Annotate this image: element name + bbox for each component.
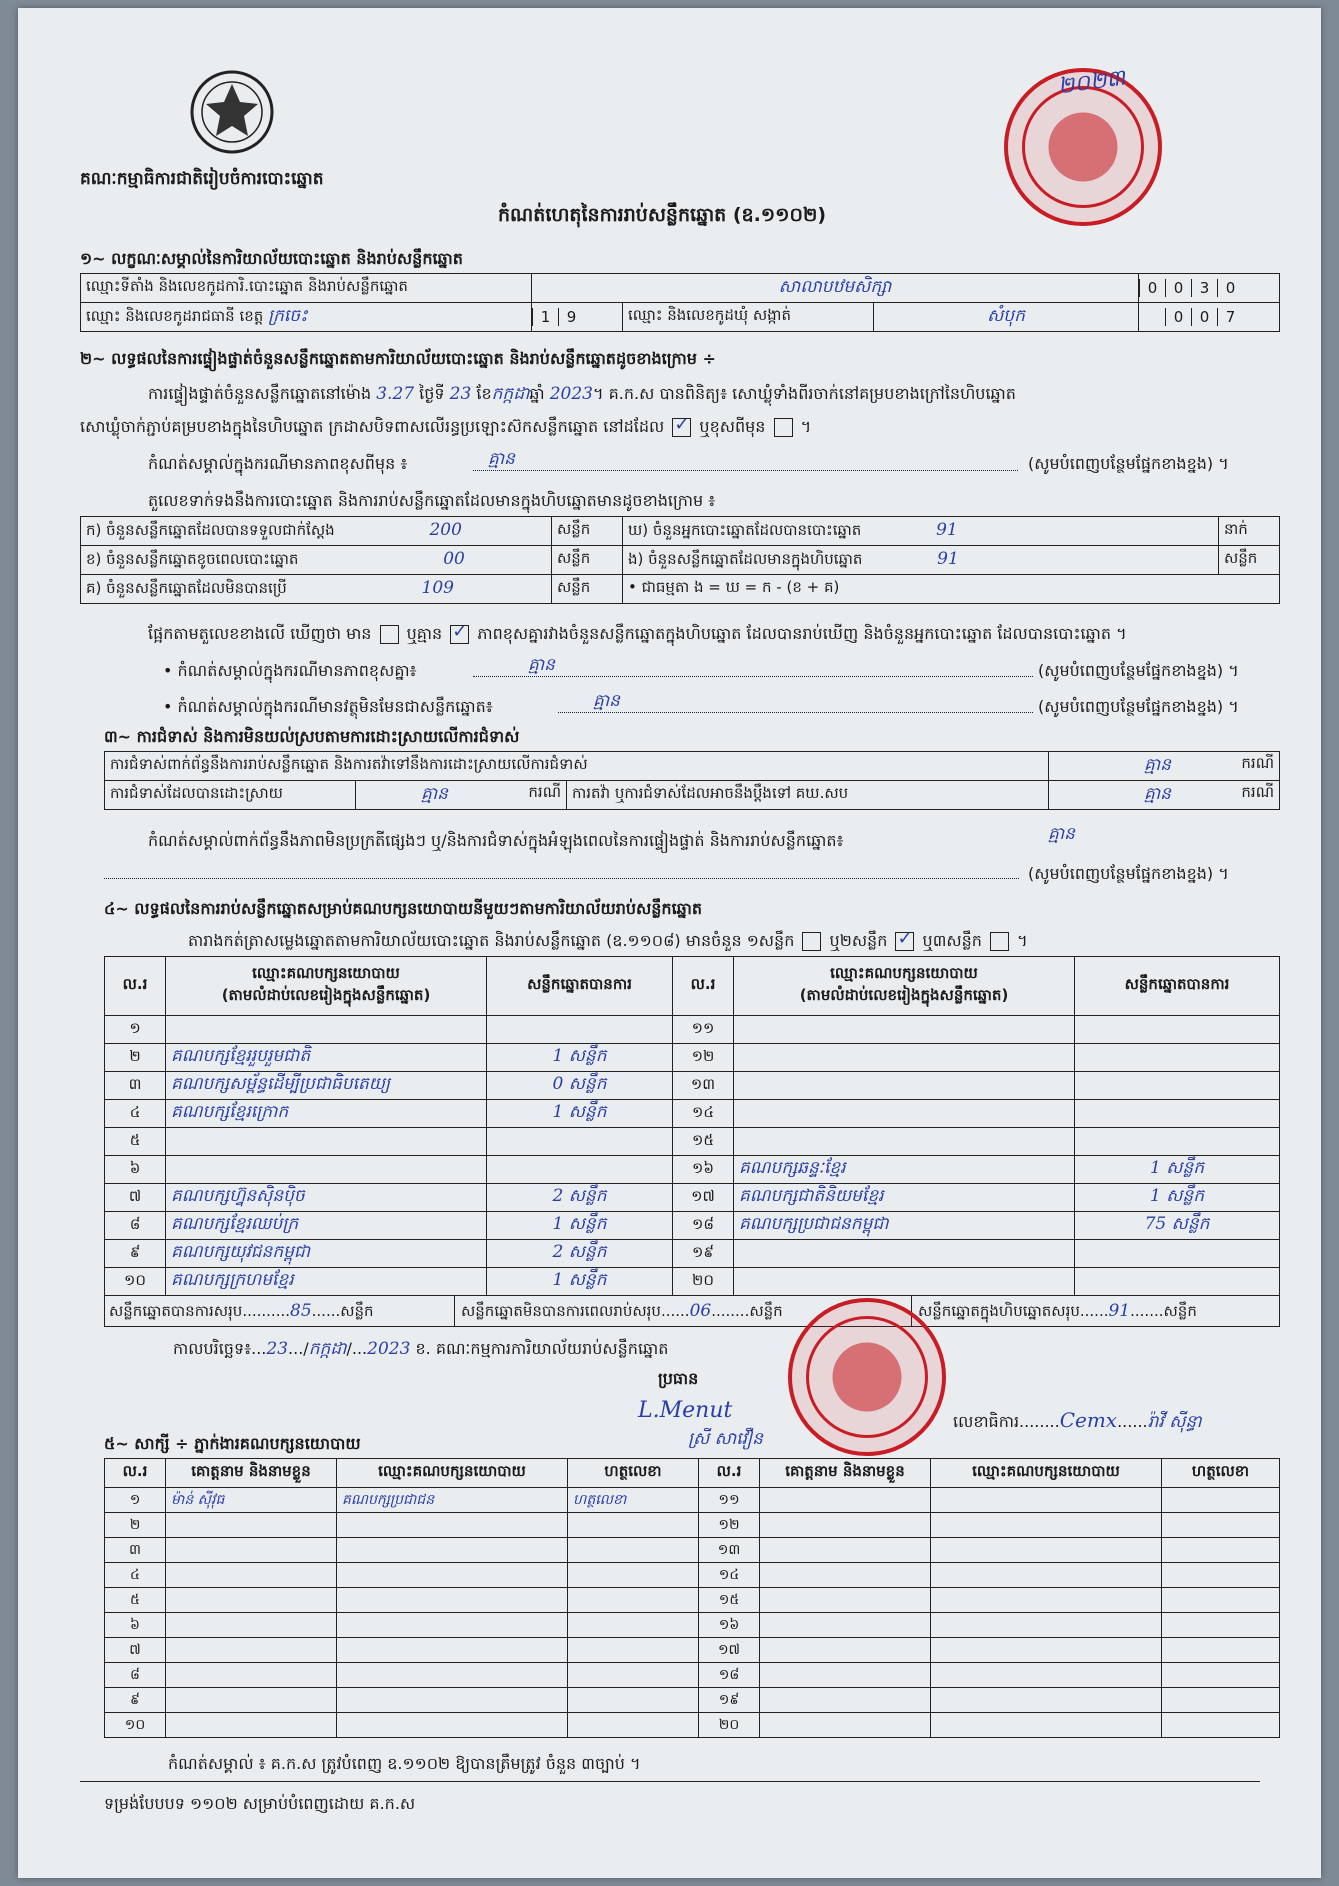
result-party: គណបក្សហ្វ៊ុនស៊ិនប៉ិច: [166, 1184, 487, 1212]
result-no: ១០: [105, 1268, 166, 1296]
witness-party: [931, 1613, 1162, 1638]
result-party: [734, 1072, 1075, 1100]
witness-no: ១៥: [699, 1588, 760, 1613]
result-votes: 1 សន្លឹក: [487, 1044, 673, 1072]
spoiled-count: 00: [443, 548, 465, 569]
result-party: [734, 1100, 1075, 1128]
result-party: [734, 1016, 1075, 1044]
result-votes: 1 សន្លឹក: [1075, 1184, 1280, 1212]
result-row: [105, 1128, 1280, 1156]
one-sheet-checkbox[interactable]: [802, 932, 821, 951]
witness-party: [931, 1513, 1162, 1538]
result-no: ៤: [105, 1100, 166, 1128]
total-invalid: សន្លឹកឆ្នោតមិនបានការពេលរាប់សរុប......06........សន្លឹក: [455, 1296, 912, 1326]
total-in-box: សន្លឹកឆ្នោតក្នុងហិបឆ្នោតសរុប......91.......សន្លឹក: [918, 1301, 1197, 1321]
witness-signature: [568, 1638, 699, 1663]
result-votes: [1075, 1240, 1280, 1268]
witness-row: [105, 1663, 1280, 1688]
received-count: 200: [429, 519, 462, 540]
difference-note-label: • កំណត់សម្គាល់ក្នុងករណីមានភាពខុសគ្នា៖: [163, 661, 417, 680]
witness-no: ២០: [699, 1713, 760, 1738]
witness-name: [166, 1513, 337, 1538]
result-no: ២០: [673, 1268, 734, 1296]
witness-row: [105, 1538, 1280, 1563]
witness-no: ១០: [105, 1713, 166, 1738]
org-name: គណៈកម្មាធិការជាតិរៀបចំការបោះឆ្នោត: [80, 169, 324, 189]
seal-condition: សោឃ្លុំចាក់ភ្ជាប់គម្របខាងក្នុងនៃហិបឆ្នោត ក្រដាសបិទពាសលើរន្ធប្រឡោះស៊កសន្លឹកឆ្នោត នៅដដែល ✓ ឬខុសពីមុន ។: [80, 416, 811, 440]
result-votes: [1075, 1016, 1280, 1044]
witness-signature: [568, 1563, 699, 1588]
witness-no: ៣: [105, 1538, 166, 1563]
result-party: គណបក្សខ្មែរក្រោក: [166, 1100, 487, 1128]
objections-table: ការជំទាស់ពាក់ព័ន្ធនឹងការរាប់សន្លឹកឆ្នោត និងការតវ៉ាទៅនឹងការដោះស្រាយលើការជំទាស់ គ្មាន ករណី ការជំទាស់ដែលបានដោះស្រាយ គ្មាន ករណី ការតវ៉ា ឬការជំទាស់ដែលអាចនឹងប្តឹងទៅ គឃ.សប គ្មាន ករណី: [104, 751, 1280, 810]
two-sheet-checkbox[interactable]: [895, 932, 914, 951]
section-4-heading: ៤~ លទ្ធផលនៃការរាប់សន្លឹកឆ្នោតសម្រាប់គណបក្សនយោបាយនីមួយៗតាមការិយាល័យរាប់សន្លឹកឆ្នោត: [104, 899, 703, 918]
result-row: [105, 1184, 1280, 1212]
witness-no: ២: [105, 1513, 166, 1538]
province-code: 1 9: [532, 303, 623, 332]
station-label: ឈ្មោះទីតាំង និងលេខកូដការិ.បោះឆ្នោត និងរាប់សន្លឹកឆ្នោត: [81, 274, 532, 303]
witness-party: [337, 1688, 568, 1713]
result-party: [166, 1128, 487, 1156]
result-votes: [1075, 1044, 1280, 1072]
result-votes: [1075, 1268, 1280, 1296]
form-title: កំណត់ហេតុនៃការរាប់សន្លឹកឆ្នោត (ឧ.១១០២): [498, 204, 827, 226]
result-party: គណបក្សជាតិនិយមខ្មែរ: [734, 1184, 1075, 1212]
foreign-object-value: គ្មាន: [593, 691, 620, 711]
witness-row: [105, 1488, 1280, 1513]
change-note-label: កំណត់សម្គាល់ក្នុងករណីមានភាពខុសពីមុន ៖: [148, 454, 408, 473]
witness-name: [760, 1663, 931, 1688]
witness-signature: [1162, 1638, 1280, 1663]
result-party: គណបក្សឆន្ទៈខ្មែរ: [734, 1156, 1075, 1184]
witness-signature: [1162, 1563, 1280, 1588]
witness-name: [760, 1588, 931, 1613]
witness-party: [337, 1663, 568, 1688]
witness-party: [337, 1588, 568, 1613]
witness-no: ១៦: [699, 1613, 760, 1638]
witness-signature: [568, 1713, 699, 1738]
objections-value: គ្មាន: [1144, 754, 1171, 775]
result-no: ៣: [105, 1072, 166, 1100]
result-party: [734, 1240, 1075, 1268]
result-votes: 1 សន្លឹក: [1075, 1156, 1280, 1184]
witness-no: ១៧: [699, 1638, 760, 1663]
witness-signature: [1162, 1588, 1280, 1613]
form-footer: ទម្រង់បែបបទ ១១០២ សម្រាប់បំពេញដោយ គ.ក.ស: [104, 1794, 416, 1813]
witness-signature: [1162, 1713, 1280, 1738]
chair-name: ស្រី សាវឿន: [688, 1429, 763, 1449]
witness-name: [760, 1688, 931, 1713]
result-no: ១៨: [673, 1212, 734, 1240]
result-votes: 1 សន្លឹក: [487, 1268, 673, 1296]
section-2-heading: ២~ លទ្ធផលនៃការផ្ទៀងផ្ទាត់ចំនួនសន្លឹកឆ្នោតតាមការិយាល័យបោះឆ្នោត និងរាប់សន្លឹកឆ្នោតដូចខាងក្រោម ÷: [80, 349, 716, 368]
witness-party: [337, 1613, 568, 1638]
result-no: ២: [105, 1044, 166, 1072]
result-no: ១៤: [673, 1100, 734, 1128]
result-party: [166, 1016, 487, 1044]
result-party: គណបក្សខ្មែរឈប់ក្រ: [166, 1212, 487, 1240]
witness-name: [760, 1713, 931, 1738]
result-party: គណបក្សប្រជាជនកម្ពុជា: [734, 1212, 1075, 1240]
ballot-count-table: ក) ចំនួនសន្លឹកឆ្នោតដែលបានទទួលជាក់ស្តែង 200 សន្លឹក ឃ) ចំនួនអ្នកបោះឆ្នោតដែលបានបោះឆ្នោត 91 នាក់ ខ) ចំនួនសន្លឹកឆ្នោតខូចពេលបោះឆ្នោត 00 សន្លឹក ង) ចំនួនសន្លឹកឆ្នោតដែលមានក្នុងហិបឆ្នោត 91 សន្លឹក គ) ចំនួនសន្លឹកឆ្នោតដែលមិនបានប្រើ 109 សន្លឹក • ជាធម្មតា ង = ឃ = ក - (ខ + គ): [80, 516, 1280, 604]
witness-row: [105, 1638, 1280, 1663]
irregularities-value: គ្មាន: [1048, 824, 1075, 844]
witness-row: [105, 1713, 1280, 1738]
result-no: ១៧: [673, 1184, 734, 1212]
result-row: [105, 1212, 1280, 1240]
witness-name: [760, 1538, 931, 1563]
witness-name: [760, 1563, 931, 1588]
result-votes: [487, 1156, 673, 1184]
witness-party: [931, 1588, 1162, 1613]
witness-party: [337, 1538, 568, 1563]
witness-no: ៨: [105, 1663, 166, 1688]
witness-row: [105, 1613, 1280, 1638]
result-no: ១៣: [673, 1072, 734, 1100]
witness-signature: [1162, 1663, 1280, 1688]
result-no: ១១: [673, 1016, 734, 1044]
witness-signature: [568, 1513, 699, 1538]
witness-signature: [568, 1663, 699, 1688]
result-party: [166, 1156, 487, 1184]
witness-party: [337, 1638, 568, 1663]
witness-row: [105, 1588, 1280, 1613]
no-difference-checkbox[interactable]: [450, 625, 469, 644]
result-votes: [1075, 1072, 1280, 1100]
result-no: ១៩: [673, 1240, 734, 1268]
section-3-heading: ៣~ ការជំទាស់ និងការមិនយល់ស្របតាមការដោះស្រាយលើការជំទាស់: [104, 727, 520, 746]
figures-intro: តួលេខទាក់ទងនឹងការបោះឆ្នោត និងការរាប់សន្លឹកឆ្នោតដែលមានក្នុងហិបឆ្នោតមានដូចខាងក្រោម ៖: [148, 491, 716, 510]
result-no: ១២: [673, 1044, 734, 1072]
witness-no: ១២: [699, 1513, 760, 1538]
three-sheet-checkbox[interactable]: [990, 932, 1009, 951]
witness-name: [166, 1588, 337, 1613]
witness-party: [931, 1538, 1162, 1563]
stamp-handwriting: ២០២៣: [1056, 65, 1127, 100]
commune-value: សំបុក: [874, 303, 1139, 332]
result-votes: [1075, 1128, 1280, 1156]
witness-name: ម៉ាន់ ស៊ីវុធ: [166, 1488, 337, 1513]
station-info-table: [80, 273, 1280, 332]
change-note-value: គ្មាន: [488, 449, 515, 469]
total-valid: សន្លឹកឆ្នោតបានការសរុប..........85......សន្លឹក: [105, 1296, 455, 1326]
party-results-table: ល.រ ឈ្មោះគណបក្សនយោបាយ (តាមលំដាប់លេខរៀងក្នុងសន្លឹកឆ្នោត) សន្លឹកឆ្នោតបានការ ល.រ ឈ្មោះគណបក្សនយោបាយ (តាមលំដាប់លេខរៀងក្នុងសន្លឹកឆ្នោត) សន្លឹកឆ្នោតបានការ ១ ១១ ២ គណបក្សខ្មែររួបរួមជាតិ 1 សន្លឹក ១២ ៣ គណបក្សសម្ព័ន្ធដើម្បីប្រជាធិបតេយ្យ 0 សន្លឹក ១៣ ៤ គណបក្សខ្មែរក្រោក 1 សន្លឹក ១៤ ៥ ១៥ ៦ ១៦ គណបក្សឆន្ទៈខ្មែរ 1 សន្លឹក ៧ គណបក្សហ្វ៊ុនស៊ិនប៉ិច 2 សន្លឹក ១៧ គណបក្សជាតិនិយមខ្មែរ 1 សន្លឹក ៨ គណបក្សខ្មែរឈប់ក្រ 1 សន្លឹក ១៨ គណបក្សប្រជាជនកម្ពុជា 75 សន្លឹក ៩ គណបក្សយុវជនកម្ពុជា 2 សន្លឹក ១៩ ១០ គណបក្សក្រហមខ្មែរ 1 សន្លឹក ២០ សន្លឹកឆ្នោតបានការសរុប..........85......សន្លឹក សន្លឹកឆ្នោតមិនបានការពេលរាប់សរុប......06........សន្លឹក សន្លឹកឆ្នោតក្នុងហិបឆ្នោតសរុប......91.......សន្លឹក: [104, 956, 1280, 1327]
result-votes: 1 សន្លឹក: [487, 1212, 673, 1240]
difference-note-value: គ្មាន: [528, 655, 555, 675]
result-votes: 75 សន្លឹក: [1075, 1212, 1280, 1240]
witness-signature: [568, 1688, 699, 1713]
witness-signature: [568, 1588, 699, 1613]
result-votes: [1075, 1100, 1280, 1128]
chair-signature: L.Menut: [638, 1398, 733, 1423]
unchanged-checkbox[interactable]: [672, 418, 691, 437]
result-row: [105, 1100, 1280, 1128]
witness-name: [166, 1613, 337, 1638]
result-party: [734, 1268, 1075, 1296]
result-no: ៦: [105, 1156, 166, 1184]
section-1-heading: ១~ លក្ខណៈសម្គាល់នៃការិយាល័យបោះឆ្នោត និងរាប់សន្លឹកឆ្នោត: [80, 249, 463, 268]
result-party: [734, 1044, 1075, 1072]
result-row: [105, 1044, 1280, 1072]
witness-name: [166, 1638, 337, 1663]
witness-row: [105, 1513, 1280, 1538]
witness-table: ល.រ គោត្តនាម និងនាមខ្លួន ឈ្មោះគណបក្សនយោបាយ ហត្ថលេខា ល.រ គោត្តនាម និងនាមខ្លួន ឈ្មោះគណបក្សនយោបាយ ហត្ថលេខា ១ ម៉ាន់ ស៊ីវុធ គណបក្សប្រជាជន ហត្ថលេខា ១១ ២ ១២ ៣ ១៣ ៤ ១៤ ៥ ១៥ ៦ ១៦ ៧ ១៧ ៨ ១៨ ៩ ១៩ ១០ ២០: [104, 1458, 1280, 1738]
section-5-heading: ៥~ សាក្សី ÷ ភ្នាក់ងារគណបក្សនយោបាយ: [104, 1434, 361, 1453]
witness-name: [166, 1663, 337, 1688]
formula: • ជាធម្មតា ង = ឃ = ក - (ខ + គ): [623, 575, 1280, 604]
form-sheet: គណៈកម្មាធិការជាតិរៀបចំការបោះឆ្នោត កំណត់ហេតុនៃការរាប់សន្លឹកឆ្នោត (ឧ.១១០២) ២០២៣ ១~ លក្ខណៈសម្គាល់នៃការិយាល័យបោះឆ្នោត និងរាប់សន្លឹកឆ្នោត ឈ្មោះទីតាំង និងលេខកូដការិ.បោះឆ្នោត និងរាប់សន្លឹកឆ្នោត សាលាបឋមសិក្សា 0 0 3 0 ឈ្មោះ និងលេខកូដរាជធានី ខេត្ត ក្រចេះ 1 9 ឈ្មោះ និងលេខកូដឃុំ សង្កាត់ សំបុក 0 0 7 ២~ លទ្ធផលនៃការផ្ទៀងផ្ទាត់ចំនួនសន្លឹកឆ្នោតតាមការិយាល័យបោះឆ្នោត និងរាប់សន្លឹកឆ្នោតដូចខាងក្រោម ÷ ការផ្ទៀងផ្ទាត់ចំនួនសន្លឹកឆ្នោតនៅម៉ោង 3.27 ថ្ងៃទី 23 ខែកក្កដាឆ្នាំ 2023។ គ.ក.ស បានពិនិត្យ៖ សោឃ្លុំទាំងពីរចាក់នៅគម្របខាងក្រៅនៃហិបឆ្នោត សោឃ្លុំចាក់ភ្ជាប់គម្របខាងក្នុងនៃហិបឆ្នោត ក្រដាសបិទពាសលើរន្ធប្រឡោះស៊កសន្លឹកឆ្នោត នៅដដែល ✓ ឬខុសពីមុន ។ កំណត់សម្គាល់ក្នុងករណីមានភាពខុសពីមុន ៖ គ្មាន (សូមបំពេញបន្ថែមផ្នែកខាងខ្នង) ។ តួលេខទាក់ទងនឹងការបោះឆ្នោត និងការរាប់សន្លឹកឆ្នោតដែលមានក្នុងហិបឆ្នោតមានដូចខាងក្រោម ៖ ក) ចំនួនសន្លឹកឆ្នោតដែលបានទទួលជាក់ស្តែង 200 សន្លឹក ឃ) ចំនួនអ្នកបោះឆ្នោតដែលបានបោះឆ្នោត 91 នាក់ ខ) ចំនួនសន្លឹកឆ្នោតខូចពេលបោះឆ្នោត 00 សន្លឹក ង) ចំនួនសន្លឹកឆ្នោតដែលមានក្នុងហិបឆ្នោត 91 សន្លឹក គ) ចំនួនសន្លឹកឆ្នោតដែលមិនបានប្រើ 109 សន្លឹក • ជាធម្មតា ង = ឃ = ក - (ខ + គ) ផ្អែកតាមតួលេខខាងលើ ឃើញថា មាន ឬគ្មាន ✓ ភាពខុសគ្នារវាងចំនួនសន្លឹកឆ្នោតក្នុងហិបឆ្នោត ដែលបានរាប់ឃើញ និងចំនួនអ្នកបោះឆ្នោត ដែលបានបោះឆ្នោត ។ • កំណត់សម្គាល់ក្នុងករណីមានភាពខុសគ្នា៖ គ្មាន (សូមបំពេញបន្ថែមផ្នែកខាងខ្នង) ។ • កំណត់សម្គាល់ក្នុងករណីមានវត្ថុមិនមែនជាសន្លឹកឆ្នោត៖ គ្មាន (សូមបំពេញបន្ថែមផ្នែកខាងខ្នង) ។ ៣~ ការជំទាស់ និងការមិនយល់ស្របតាមការដោះស្រាយលើការជំទាស់ ការជំទាស់ពាក់ព័ន្ធនឹងការរាប់សន្លឹកឆ្នោត និងការតវ៉ាទៅនឹងការដោះស្រាយលើការជំទាស់ គ្មាន ករណី ការជំទាស់ដែលបានដោះស្រាយ គ្មាន ករណី ការតវ៉ា ឬការជំទាស់ដែលអាចនឹងប្តឹងទៅ គឃ.សប គ្មាន ករណី កំណត់សម្គាល់ពាក់ព័ន្ធនឹងភាពមិនប្រក្រតីផ្សេងៗ ឬ/និងការជំទាស់ក្នុងអំឡុងពេលនៃការផ្ទៀងផ្ទាត់ និងការរាប់សន្លឹកឆ្នោត៖ គ្មាន (សូមបំពេញបន្ថែមផ្នែកខាងខ្នង) ។ ៤~ លទ្ធផលនៃការរាប់សន្លឹកឆ្នោតសម្រាប់គណបក្សនយោបាយនីមួយៗតាមការិយាល័យរាប់សន្លឹកឆ្នោត តារាងកត់ត្រាសម្លេងឆ្នោតតាមការិយាល័យបោះឆ្នោត និងរាប់សន្លឹកឆ្នោត (ឧ.១១០៨) មានចំនួន ១សន្លឹក ឬ២សន្លឹក ✓ ឬ៣សន្លឹក ។ ល.រ ឈ្មោះគណបក្សនយោបាយ (តាមលំដាប់លេខរៀងក្នុងសន្លឹកឆ្នោត) សន្លឹកឆ្នោតបានការ ល.រ ឈ្មោះគណបក្សនយោបាយ (តាមលំដាប់លេខរៀងក្នុងសន្លឹកឆ្នោត) សន្លឹកឆ្នោតបានការ ១ ១១ ២ គណបក្សខ្មែររួបរួមជាតិ 1 សន្លឹក ១២ ៣ គណបក្សសម្ព័ន្ធដើម្បីប្រជាធិបតេយ្យ 0 សន្លឹក ១៣ ៤ គណបក្សខ្មែរក្រោក 1 សន្លឹក ១៤ ៥ ១៥ ៦ ១៦ គណបក្សឆន្ទៈខ្មែរ 1 សន្លឹក ៧ គណបក្សហ្វ៊ុនស៊ិនប៉ិច 2 សន្លឹក ១៧ គណបក្សជាតិនិយមខ្មែរ 1 សន្លឹក ៨ គណបក្សខ្មែរឈប់ក្រ 1 សន្លឹក ១៨ គណបក្សប្រជាជនកម្ពុជា 75 សន្លឹក ៩ គណបក្សយុវជនកម្ពុជា 2 សន្លឹក ១៩ ១០ គណបក្សក្រហមខ្មែរ 1 សន្លឹក ២០ សន្លឹកឆ្នោតបានការសរុប..........85......សន្លឹក សន្លឹកឆ្នោតមិនបានការពេលរាប់សរុប......06........សន្លឹក សន្លឹកឆ្នោតក្នុងហិបឆ្នោតសរុប......91.......សន្លឹក កាលបរិច្ឆេទ៖...23.../កក្កដា/...2023 ខ. គណៈកម្មការការិយាល័យរាប់សន្លឹកឆ្នោត ប្រធាន L.Menut ស្រី សាវឿន លេខាធិការ........Cemx......រ៉ាវី ស៊ីន្ធា ៥~ សាក្សី ÷ ភ្នាក់ងារគណបក្សនយោបាយ ល.រ គោត្តនាម និងនាមខ្លួន ឈ្មោះគណបក្សនយោបាយ ហត្ថលេខា ល.រ គោត្តនាម និងនាមខ្លួន ឈ្មោះគណបក្សនយោបាយ ហត្ថលេខា ១ ម៉ាន់ ស៊ីវុធ គណបក្សប្រជាជន ហត្ថលេខា ១១ ២ ១២ ៣ ១៣ ៤ ១៤ ៥ ១៥ ៦ ១៦ ៧ ១៧ ៨ ១៨ ៩ ១៩ ១០ ២០ កំណត់សម្គាល់ ៖ គ.ក.ស ត្រូវបំពេញ ឧ.១១០២ ឱ្យបានត្រឹមត្រូវ ចំនួន ៣ច្បាប់ ។ ទម្រង់បែបបទ ១១០២ សម្រាប់បំពេញដោយ គ.ក.ស: [18, 8, 1321, 1878]
box-count: 91: [937, 548, 959, 569]
unused-count: 109: [421, 577, 454, 598]
result-no: ៩: [105, 1240, 166, 1268]
witness-party: [931, 1638, 1162, 1663]
copies-note: កំណត់សម្គាល់ ៖ គ.ក.ស ត្រូវបំពេញ ឧ.១១០២ ឱ្យបានត្រឹមត្រូវ ចំនួន ៣ច្បាប់ ។: [168, 1754, 641, 1773]
witness-no: ៥: [105, 1588, 166, 1613]
witness-no: ១៨: [699, 1663, 760, 1688]
chair-label: ប្រធាន: [658, 1369, 699, 1388]
witness-no: ៦: [105, 1613, 166, 1638]
result-party: គណបក្សសម្ព័ន្ធដើម្បីប្រជាធិបតេយ្យ: [166, 1072, 487, 1100]
verification-sentence: ការផ្ទៀងផ្ទាត់ចំនួនសន្លឹកឆ្នោតនៅម៉ោង 3.27 ថ្ងៃទី 23 ខែកក្កដាឆ្នាំ 2023។ គ.ក.ស បានពិនិត្យ៖ សោឃ្លុំទាំងពីរចាក់នៅគម្របខាងក្រៅនៃហិបឆ្នោត: [148, 384, 1016, 404]
commune-code: 0 0 7: [1139, 303, 1280, 332]
witness-party: [337, 1563, 568, 1588]
result-row: [105, 1156, 1280, 1184]
has-difference-checkbox[interactable]: [380, 625, 399, 644]
witness-party: [931, 1663, 1162, 1688]
witness-signature: [1162, 1688, 1280, 1713]
witness-row: [105, 1688, 1280, 1713]
result-no: ១: [105, 1016, 166, 1044]
witness-party: [931, 1563, 1162, 1588]
result-no: ១៦: [673, 1156, 734, 1184]
witness-no: ១: [105, 1488, 166, 1513]
result-row: [105, 1016, 1280, 1044]
result-party: គណបក្សក្រហមខ្មែរ: [166, 1268, 487, 1296]
witness-name: [760, 1613, 931, 1638]
witness-signature: [1162, 1513, 1280, 1538]
witness-name: [166, 1688, 337, 1713]
station-value: សាលាបឋមសិក្សា: [532, 274, 1139, 303]
witness-no: ៧: [105, 1638, 166, 1663]
fill-hint-1: (សូមបំពេញបន្ថែមផ្នែកខាងខ្នង) ។: [1028, 454, 1229, 473]
witness-signature: [568, 1538, 699, 1563]
commune-label: ឈ្មោះ និងលេខកូដឃុំ សង្កាត់: [623, 303, 874, 332]
result-row: [105, 1268, 1280, 1296]
changed-checkbox[interactable]: [774, 418, 793, 437]
witness-no: ១១: [699, 1488, 760, 1513]
witness-no: ៩: [105, 1688, 166, 1713]
secretary-line: លេខាធិការ........Cemx......រ៉ាវី ស៊ីន្ធា: [953, 1408, 1202, 1432]
witness-signature: [568, 1613, 699, 1638]
witness-party: [931, 1688, 1162, 1713]
witness-signature: [1162, 1613, 1280, 1638]
foreign-object-label: • កំណត់សម្គាល់ក្នុងករណីមានវត្ថុមិនមែនជាសន្លឹកឆ្នោត៖: [163, 697, 493, 716]
appeal-value: គ្មាន: [1144, 783, 1171, 804]
result-no: ៧: [105, 1184, 166, 1212]
result-party: គណបក្សខ្មែររួបរួមជាតិ: [166, 1044, 487, 1072]
witness-no: ១៤: [699, 1563, 760, 1588]
witness-signature: [1162, 1488, 1280, 1513]
voters-count: 91: [936, 519, 958, 540]
official-stamp-bottom: [788, 1298, 946, 1456]
witness-party: [931, 1713, 1162, 1738]
result-row: [105, 1240, 1280, 1268]
witness-party: [337, 1513, 568, 1538]
station-code: 0 0 3 0: [1139, 274, 1280, 303]
witness-signature: [1162, 1538, 1280, 1563]
result-votes: [487, 1128, 673, 1156]
witness-name: [760, 1488, 931, 1513]
tally-sheet-count: តារាងកត់ត្រាសម្លេងឆ្នោតតាមការិយាល័យបោះឆ្នោត និងរាប់សន្លឹកឆ្នោត (ឧ.១១០៨) មានចំនួន ១សន្លឹក ឬ២សន្លឹក ✓ ឬ៣សន្លឹក ។: [188, 930, 1028, 954]
nec-logo-icon: [188, 68, 276, 156]
witness-name: [166, 1563, 337, 1588]
witness-party: [931, 1488, 1162, 1513]
result-row: [105, 1072, 1280, 1100]
result-votes: 1 សន្លឹក: [487, 1100, 673, 1128]
result-no: ៥: [105, 1128, 166, 1156]
witness-no: ១៩: [699, 1688, 760, 1713]
result-no: ១៥: [673, 1128, 734, 1156]
witness-name: [760, 1513, 931, 1538]
witness-party: [337, 1713, 568, 1738]
result-votes: 0 សន្លឹក: [487, 1072, 673, 1100]
result-votes: 2 សន្លឹក: [487, 1240, 673, 1268]
witness-name: [760, 1638, 931, 1663]
witness-no: ៤: [105, 1563, 166, 1588]
result-party: គណបក្សយុវជនកម្ពុជា: [166, 1240, 487, 1268]
result-no: ៨: [105, 1212, 166, 1240]
resolved-value: គ្មាន: [421, 783, 448, 804]
result-votes: [487, 1016, 673, 1044]
witness-name: [166, 1713, 337, 1738]
witness-signature: ហត្ថលេខា: [568, 1488, 699, 1513]
province-label: ឈ្មោះ និងលេខកូដរាជធានី ខេត្ត ក្រចេះ: [81, 303, 532, 332]
witness-party: គណបក្សប្រជាជន: [337, 1488, 568, 1513]
witness-no: ១៣: [699, 1538, 760, 1563]
result-votes: 2 សន្លឹក: [487, 1184, 673, 1212]
result-party: [734, 1128, 1075, 1156]
difference-sentence: ផ្អែកតាមតួលេខខាងលើ ឃើញថា មាន ឬគ្មាន ✓ ភាពខុសគ្នារវាងចំនួនសន្លឹកឆ្នោតក្នុងហិបឆ្នោត ដែលបានរាប់ឃើញ និងចំនួនអ្នកបោះឆ្នោត ដែលបានបោះឆ្នោត ។: [148, 623, 1127, 647]
witness-name: [166, 1538, 337, 1563]
irregularities-label: កំណត់សម្គាល់ពាក់ព័ន្ធនឹងភាពមិនប្រក្រតីផ្សេងៗ ឬ/និងការជំទាស់ក្នុងអំឡុងពេលនៃការផ្ទៀងផ្ទាត់ និងការរាប់សន្លឹកឆ្នោត៖: [148, 831, 844, 850]
witness-row: [105, 1563, 1280, 1588]
date-line: កាលបរិច្ឆេទ៖...23.../កក្កដា/...2023 ខ. គណៈកម្មការការិយាល័យរាប់សន្លឹកឆ្នោត: [173, 1339, 669, 1359]
